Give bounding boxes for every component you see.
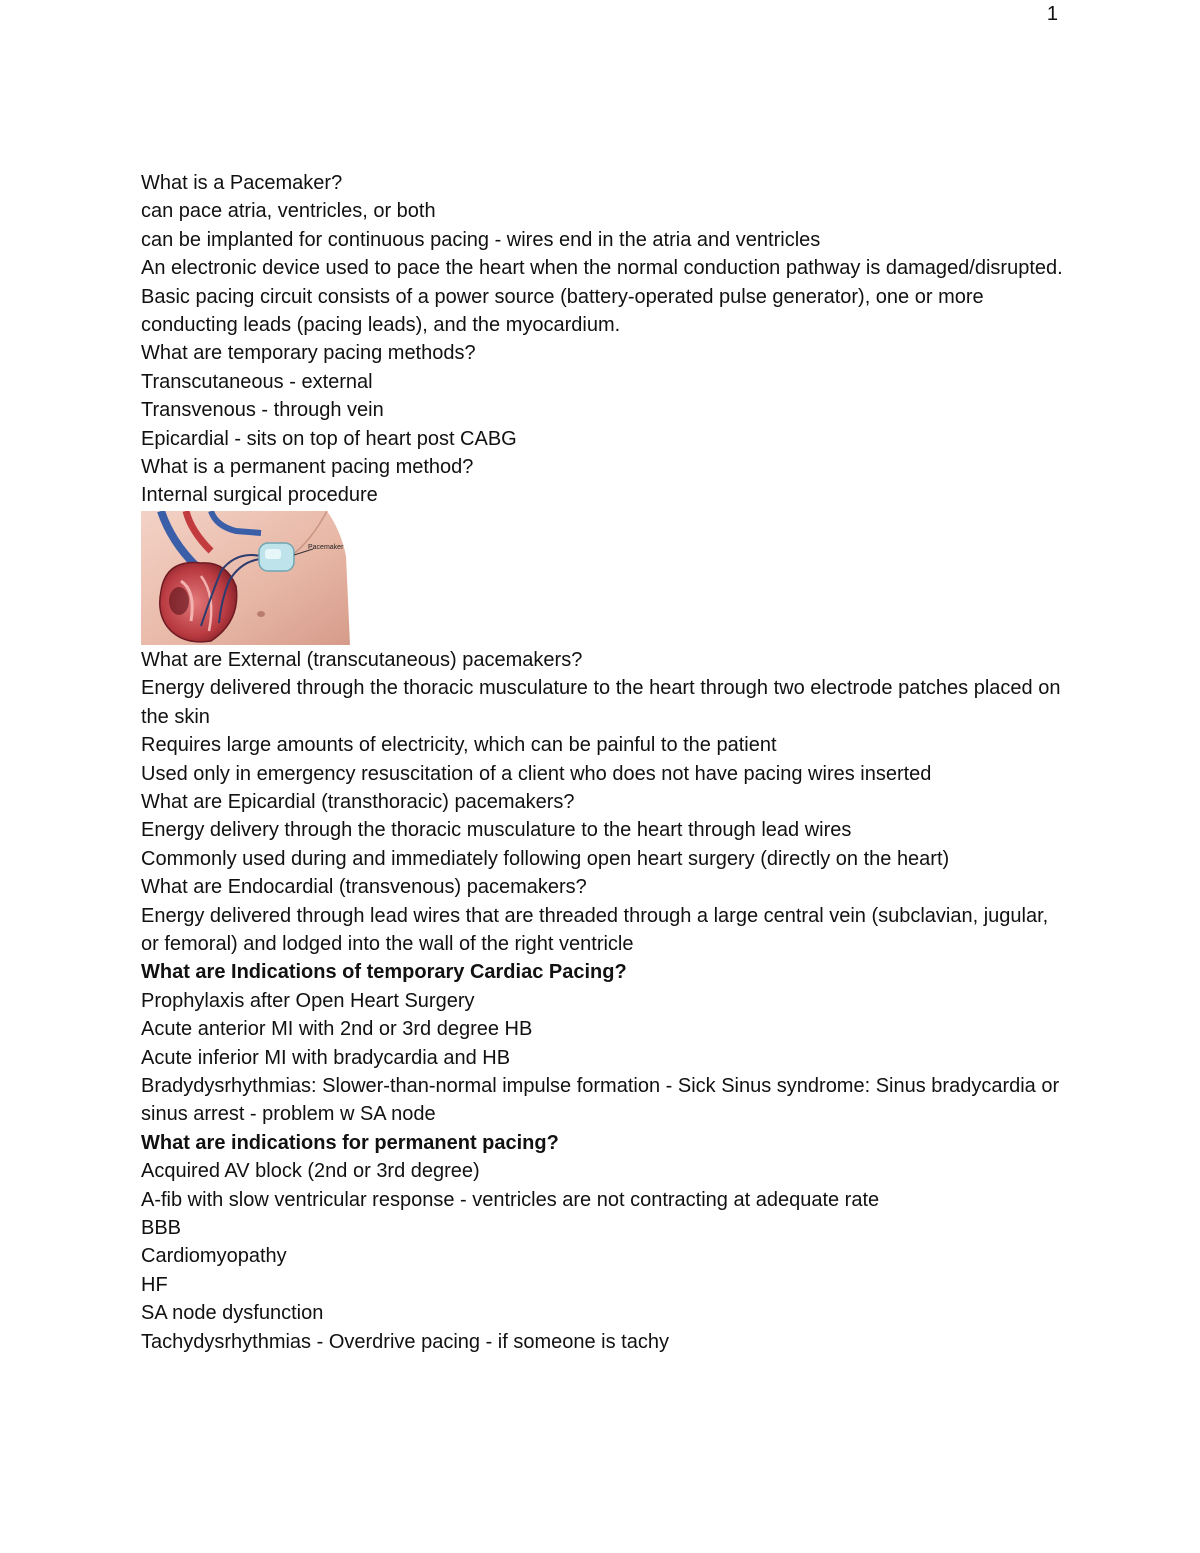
note-line: can be implanted for continuous pacing - wires end in the atria and ventricles: [141, 228, 821, 251]
note-line: Epicardial - sits on top of heart post CABG: [141, 427, 517, 450]
note-line: Transcutaneous - external: [141, 370, 373, 393]
note-line: SA node dysfunction: [141, 1302, 324, 1325]
note-line: What is a Pacemaker?: [141, 172, 343, 194]
note-line: Used only in emergency resuscitation of a client who does not have pacing wires inserted: [141, 762, 932, 785]
note-line: Prophylaxis after Open Heart Surgery: [141, 989, 475, 1012]
pacemaker-illustration: [141, 511, 350, 645]
document-body: [141, 169, 1071, 1356]
note-line: BBB: [141, 1217, 182, 1239]
note-line: Acute inferior MI with bradycardia and HB: [141, 1046, 511, 1069]
notes-section-details: [141, 646, 1071, 1356]
page-number: 1: [1046, 3, 1058, 25]
note-line: Acute anterior MI with 2nd or 3rd degree HB: [141, 1018, 533, 1041]
note-line: Energy delivered through the thoracic musculature to the heart through two electrode patches placed on the skin: [141, 677, 1061, 728]
note-line: can pace atria, ventricles, or both: [141, 200, 436, 223]
section-heading: What are indications for permanent pacing?: [141, 1131, 559, 1154]
note-line: A-fib with slow ventricular response - ventricles are not contracting at adequate rate: [141, 1188, 880, 1211]
note-line: HF: [141, 1273, 168, 1296]
figure-label: Pacemaker: [308, 543, 344, 551]
note-line: Transvenous - through vein: [141, 399, 384, 422]
note-line: What are Endocardial (transvenous) pacemakers?: [141, 876, 587, 899]
note-line: Acquired AV block (2nd or 3rd degree): [141, 1160, 480, 1183]
section-heading: What are Indications of temporary Cardiac Pacing?: [141, 961, 627, 984]
note-line: An electronic device used to pace the heart when the normal conduction pathway is damaged/disrupted.: [141, 257, 1063, 280]
note-line: Requires large amounts of electricity, which can be painful to the patient: [141, 734, 777, 757]
note-line: Energy delivery through the thoracic musculature to the heart through lead wires: [141, 819, 852, 842]
note-line: Basic pacing circuit consists of a power source (battery-operated pulse generator), one or more conducting leads (pacing leads), and the myocardium.: [141, 285, 984, 337]
note-line: Commonly used during and immediately following open heart surgery (directly on the heart): [141, 847, 950, 870]
note-line: Tachydysrhythmias - Overdrive pacing - if someone is tachy: [141, 1330, 669, 1353]
notes-section-intro: [141, 169, 1071, 510]
note-line: What is a permanent pacing method?: [141, 456, 474, 479]
note-line: Energy delivered through lead wires that are threaded through a large central vein (subclavian, jugular, or femoral) and lodged into the wall of the right ventricle: [141, 904, 1049, 955]
note-line: What are External (transcutaneous) pacemakers?: [141, 648, 583, 671]
note-line: Cardiomyopathy: [141, 1245, 287, 1268]
note-line: Internal surgical procedure: [141, 484, 378, 507]
note-line: What are temporary pacing methods?: [141, 342, 476, 365]
note-line: What are Epicardial (transthoracic) pacemakers?: [141, 790, 575, 813]
note-line: Bradydysrhythmias: Slower-than-normal impulse formation - Sick Sinus syndrome: Sinus bradycardia or sinus arrest - problem w SA node: [141, 1074, 1060, 1126]
